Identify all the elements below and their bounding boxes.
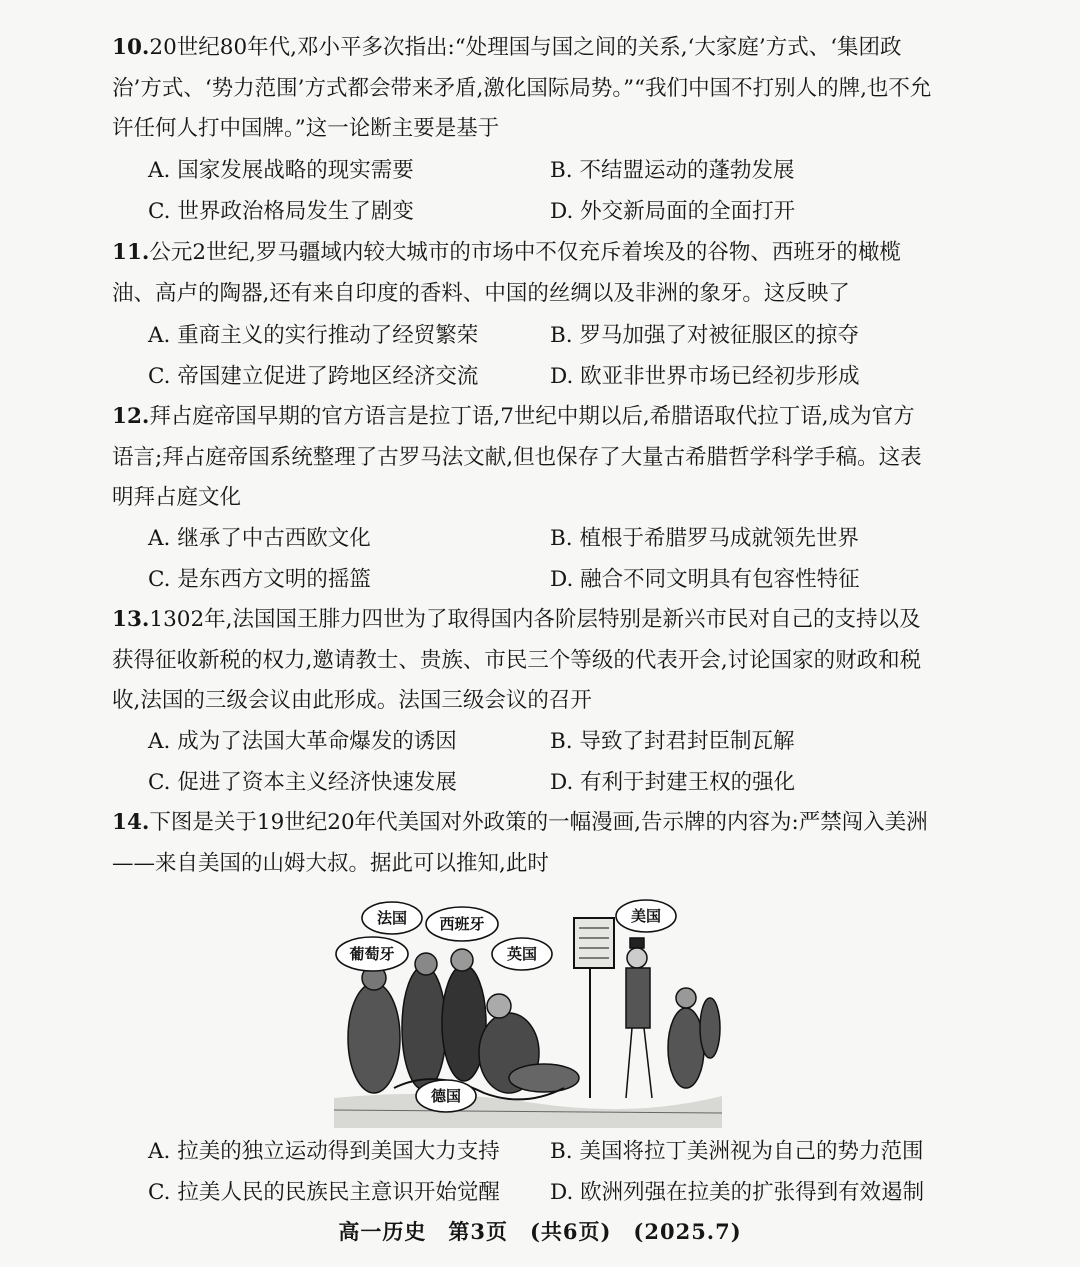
option-d: D. 外交新局面的全面打开 (550, 199, 796, 224)
label-germany: 德国 (430, 1087, 462, 1105)
option-a: A. 拉美的独立运动得到美国大力支持 (148, 1139, 500, 1164)
option-b: B. 罗马加强了对被征服区的掠夺 (550, 323, 859, 348)
option-d: D. 融合不同文明具有包容性特征 (550, 567, 860, 592)
question-14 (112, 803, 932, 884)
option-c: C. 拉美人民的民族民主意识开始觉醒 (148, 1180, 500, 1205)
option-c: C. 是东西方文明的摇篮 (148, 567, 371, 592)
question-text: 20世纪80年代,邓小平多次指出:“处理国与国之间的关系,‘大家庭’方式、‘集团政治’方式、‘势力范围’方式都会带来矛盾,激化国际局势。”“我们中国不打别人的牌,也不允许任何人打中国牌。”这一论断主要是基于 (112, 35, 932, 141)
question-number: 11. (112, 240, 150, 265)
option-a: A. 重商主义的实行推动了经贸繁荣 (148, 323, 479, 348)
question-text: 1302年,法国国王腓力四世为了取得国内各阶层特别是新兴市民对自己的支持以及获得征收新税的权力,邀请教士、贵族、市民三个等级的代表开会,讨论国家的财政和税收,法国的三级会议由此形成。法国三级会议的召开 (112, 607, 922, 713)
question-number: 10. (112, 35, 150, 60)
option-b: B. 美国将拉丁美洲视为自己的势力范围 (550, 1139, 924, 1164)
question-13 (112, 600, 932, 722)
option-a: A. 国家发展战略的现实需要 (148, 158, 414, 183)
question-text: 公元2世纪,罗马疆域内较大城市的市场中不仅充斥着埃及的谷物、西班牙的橄榄油、高卢的陶器,还有来自印度的香料、中国的丝绸以及非洲的象牙。这反映了 (112, 240, 901, 306)
label-britain: 英国 (506, 945, 538, 963)
label-usa: 美国 (630, 907, 662, 925)
option-d: D. 欧亚非世界市场已经初步形成 (550, 364, 860, 389)
option-a: A. 成为了法国大革命爆发的诱因 (148, 729, 457, 754)
option-a: A. 继承了中古西欧文化 (148, 526, 371, 551)
option-b: B. 不结盟运动的蓬勃发展 (550, 158, 795, 183)
option-c: C. 帝国建立促进了跨地区经济交流 (148, 364, 479, 389)
cartoon-image (334, 898, 722, 1128)
question-number: 13. (112, 607, 150, 632)
option-c: C. 促进了资本主义经济快速发展 (148, 770, 457, 795)
question-text: 拜占庭帝国早期的官方语言是拉丁语,7世纪中期以后,希腊语取代拉丁语,成为官方语言;拜占庭帝国系统整理了古罗马法文献,但也保存了大量古希腊哲学科学手稿。这表明拜占庭文化 (112, 404, 922, 510)
option-b: B. 植根于希腊罗马成就领先世界 (550, 526, 859, 551)
question-10 (112, 28, 932, 150)
option-d: D. 有利于封建王权的强化 (550, 770, 796, 795)
question-number: 12. (112, 404, 150, 429)
label-spain: 西班牙 (439, 915, 485, 933)
label-portugal: 葡萄牙 (349, 945, 395, 963)
option-c: C. 世界政治格局发生了剧变 (148, 199, 414, 224)
question-11 (112, 233, 932, 314)
label-france: 法国 (376, 909, 408, 927)
page-footer: 高一历史 第3页 (共6页) (2025.7) (338, 1219, 742, 1244)
question-number: 14. (112, 810, 150, 835)
option-b: B. 导致了封君封臣制瓦解 (550, 729, 795, 754)
question-text: 下图是关于19世纪20年代美国对外政策的一幅漫画,告示牌的内容为:严禁闯入美洲——来自美国的山姆大叔。据此可以推知,此时 (112, 810, 928, 876)
option-d: D. 欧洲列强在拉美的扩张得到有效遏制 (550, 1180, 925, 1205)
question-12 (112, 397, 932, 519)
